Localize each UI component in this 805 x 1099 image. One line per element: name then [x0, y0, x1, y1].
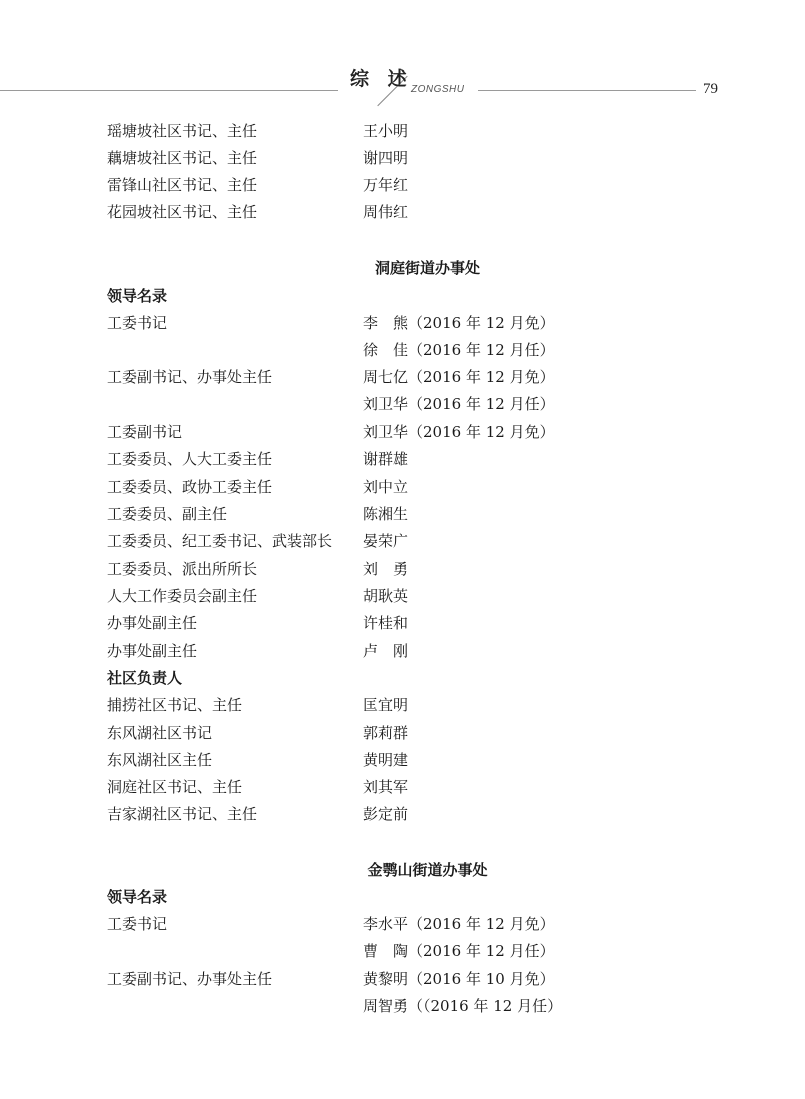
leaders-heading: 领导名录: [107, 287, 168, 305]
list-item: [0, 966, 805, 993]
position-label: 人大工作委员会副主任: [107, 587, 258, 605]
position-label: 工委委员、派出所所长: [107, 560, 258, 578]
position-label: 洞庭社区书记、主任: [107, 778, 243, 796]
person-name: 黄黎明（2016 年 10 月免）: [363, 970, 555, 988]
person-name: 周伟红: [363, 203, 409, 221]
list-item: [0, 145, 805, 172]
position-label: 东风湖社区书记: [107, 724, 213, 742]
person-name: 陈湘生: [363, 505, 409, 523]
list-item: [0, 474, 805, 501]
list-item: [0, 528, 805, 555]
position-label: 工委副书记: [107, 423, 183, 441]
list-item: [0, 993, 805, 1020]
section-title-dongting: 洞庭街道办事处: [374, 259, 480, 277]
person-name: 许桂和: [363, 614, 409, 632]
list-item: [0, 199, 805, 226]
section-header-subtitle: ZONGSHU: [411, 84, 465, 95]
person-name: 卢 刚: [363, 642, 409, 660]
position-label: 东风湖社区主任: [107, 751, 213, 769]
list-item: [0, 337, 805, 364]
person-name: 胡耿英: [363, 587, 409, 605]
list-item: [0, 610, 805, 637]
position-label: 办事处副主任: [107, 614, 198, 632]
section-header-title: 综 述: [350, 68, 413, 90]
person-name: 万年红: [363, 176, 409, 194]
list-item: [0, 692, 805, 719]
person-name: 刘卫华（2016 年 12 月任）: [363, 395, 555, 413]
position-label: 工委委员、政协工委主任: [107, 478, 273, 496]
page-number: 79: [703, 81, 718, 97]
person-name: 刘其军: [363, 778, 409, 796]
position-label: 工委书记: [107, 915, 168, 933]
person-name: 周七亿（2016 年 12 月免）: [363, 368, 555, 386]
person-name: 郭莉群: [363, 724, 409, 742]
list-item: [0, 172, 805, 199]
list-item: [0, 364, 805, 391]
list-item: [0, 801, 805, 828]
list-item: [0, 638, 805, 665]
leaders-heading: 领导名录: [107, 888, 168, 906]
list-item: [0, 419, 805, 446]
position-label: 藕塘坡社区书记、主任: [107, 149, 258, 167]
position-label: 办事处副主任: [107, 642, 198, 660]
person-name: 彭定前: [363, 805, 409, 823]
position-label: 吉家湖社区书记、主任: [107, 805, 258, 823]
position-label: 工委委员、副主任: [107, 505, 228, 523]
list-item: [0, 118, 805, 145]
list-item: [0, 310, 805, 337]
list-item: [0, 774, 805, 801]
position-label: 工委副书记、办事处主任: [107, 368, 273, 386]
person-name: 匡宜明: [363, 696, 409, 714]
list-item: [0, 938, 805, 965]
position-label: 工委副书记、办事处主任: [107, 970, 273, 988]
position-label: 工委委员、纪工委书记、武装部长: [107, 532, 333, 550]
list-item: [0, 747, 805, 774]
person-name: 周智勇（（2016 年 12 月任）: [363, 997, 563, 1015]
position-label: 花园坡社区书记、主任: [107, 203, 258, 221]
person-name: 徐 佳（2016 年 12 月任）: [363, 341, 555, 359]
person-name: 王小明: [363, 122, 409, 140]
community-heading: 社区负责人: [107, 669, 183, 687]
person-name: 曹 陶（2016 年 12 月任）: [363, 942, 555, 960]
list-item: [0, 911, 805, 938]
person-name: 刘卫华（2016 年 12 月免）: [363, 423, 555, 441]
section-title-jinegshan: 金鹗山街道办事处: [367, 861, 488, 879]
list-item: [0, 391, 805, 418]
header-rule-right: [478, 90, 696, 91]
position-label: 工委书记: [107, 314, 168, 332]
person-name: 李 熊（2016 年 12 月免）: [363, 314, 555, 332]
position-label: 工委委员、人大工委主任: [107, 450, 273, 468]
position-label: 雷锋山社区书记、主任: [107, 176, 258, 194]
position-label: 瑶塘坡社区书记、主任: [107, 122, 258, 140]
person-name: 谢四明: [363, 149, 409, 167]
person-name: 李水平（2016 年 12 月免）: [363, 915, 555, 933]
person-name: 晏荣广: [363, 532, 409, 550]
page-header: [0, 0, 805, 110]
person-name: 黄明建: [363, 751, 409, 769]
position-label: 捕捞社区书记、主任: [107, 696, 243, 714]
list-item: [0, 446, 805, 473]
person-name: 刘 勇: [363, 560, 409, 578]
list-item: [0, 501, 805, 528]
person-name: 刘中立: [363, 478, 409, 496]
person-name: 谢群雄: [363, 450, 409, 468]
list-item: [0, 583, 805, 610]
list-item: [0, 720, 805, 747]
list-item: [0, 556, 805, 583]
header-rule-left: [0, 90, 338, 91]
